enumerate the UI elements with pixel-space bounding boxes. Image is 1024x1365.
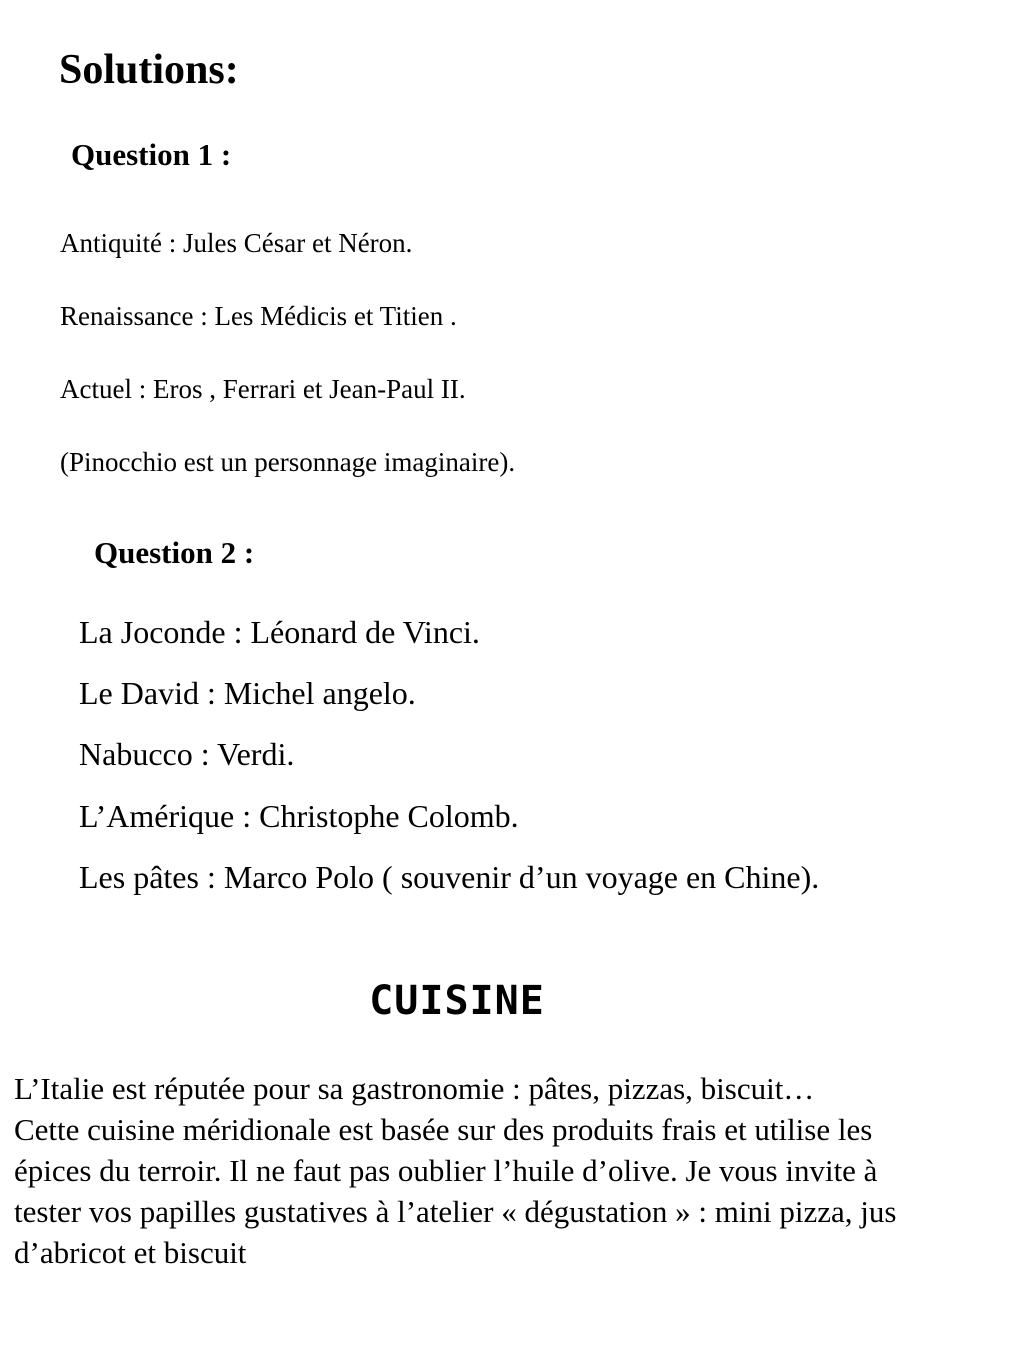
- question-2-answer-pates: Les pâtes : Marco Polo ( souvenir d’un voyage en Chine).: [79, 859, 820, 895]
- question-2-answer-nabucco: Nabucco : Verdi.: [79, 736, 295, 772]
- question-2-answer-david: Le David : Michel angelo.: [79, 675, 416, 711]
- page-title: Solutions:: [59, 47, 239, 93]
- cuisine-line: d’abricot et biscuit: [14, 1235, 247, 1270]
- cuisine-line: Cette cuisine méridionale est basée sur des produits frais et utilise les: [14, 1112, 873, 1147]
- question-2-answer-joconde: La Joconde : Léonard de Vinci.: [79, 614, 480, 650]
- question-2-heading: Question 2 :: [94, 535, 255, 570]
- cuisine-line: L’Italie est réputée pour sa gastronomie : pâtes, pizzas, biscuit…: [14, 1071, 815, 1106]
- question-1-answer-antiquite: Antiquité : Jules César et Néron.: [60, 228, 413, 258]
- cuisine-line: tester vos papilles gustatives à l’atelier « dégustation » : mini pizza, jus: [14, 1194, 897, 1229]
- cuisine-heading: CUISINE: [369, 978, 545, 1024]
- question-1-answer-actuel: Actuel : Eros , Ferrari et Jean-Paul II.: [60, 374, 466, 404]
- question-2-answer-amerique: L’Amérique : Christophe Colomb.: [79, 798, 519, 834]
- cuisine-line: épices du terroir. Il ne faut pas oublier l’huile d’olive. Je vous invite à: [14, 1153, 878, 1188]
- cuisine-paragraph: [14, 1068, 1014, 1273]
- question-1-answer-renaissance: Renaissance : Les Médicis et Titien .: [60, 301, 457, 331]
- question-1-note: (Pinocchio est un personnage imaginaire).: [60, 447, 516, 477]
- question-1-heading: Question 1 :: [71, 137, 232, 172]
